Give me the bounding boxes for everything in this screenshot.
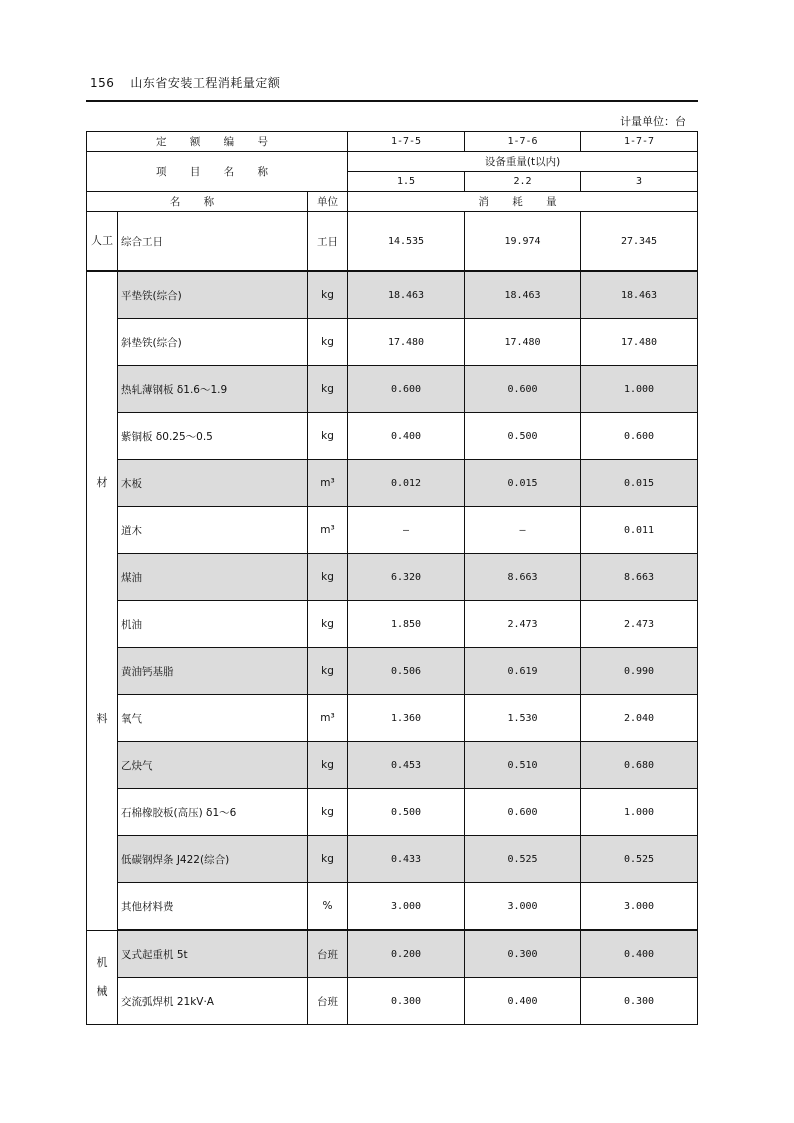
consumption-value: 8.663: [465, 554, 581, 601]
consumption-value: 1.000: [581, 789, 698, 836]
consumption-value: 8.663: [581, 554, 698, 601]
item-unit: kg: [308, 554, 348, 601]
consumption-value: 0.453: [348, 742, 465, 789]
consumption-value: 2.473: [465, 601, 581, 648]
item-unit: m³: [308, 460, 348, 507]
table-row: [87, 742, 698, 789]
item-name: 紫铜板 δ0.25～0.5: [118, 413, 308, 460]
consumption-value: 0.400: [581, 930, 698, 978]
category-material-bottom: 料: [96, 711, 108, 725]
col-unit-label: 单位: [308, 192, 348, 212]
table-row: [87, 978, 698, 1025]
consumption-value: 18.463: [465, 271, 581, 319]
item-unit: kg: [308, 319, 348, 366]
consumption-value: 0.600: [465, 366, 581, 413]
consumption-value: 0.015: [581, 460, 698, 507]
consumption-value: 0.525: [581, 836, 698, 883]
col-name-label: 名 称: [87, 192, 308, 212]
consumption-value: 0.300: [465, 930, 581, 978]
consumption-value: 0.433: [348, 836, 465, 883]
table-row: [87, 413, 698, 460]
item-unit: m³: [308, 507, 348, 554]
item-name: 机油: [118, 601, 308, 648]
consumption-value: 0.200: [348, 930, 465, 978]
table-row: [87, 883, 698, 931]
consumption-value: 0.510: [465, 742, 581, 789]
item-name: 石棉橡胶板(高压) δ1～6: [118, 789, 308, 836]
item-unit: kg: [308, 742, 348, 789]
consumption-value: 0.619: [465, 648, 581, 695]
table-row: [87, 319, 698, 366]
item-name: 综合工日: [118, 212, 308, 272]
item-name: 氧气: [118, 695, 308, 742]
consumption-value: —: [465, 507, 581, 554]
item-name: 煤油: [118, 554, 308, 601]
table-row: [87, 212, 698, 272]
quota-table: [86, 131, 698, 1025]
consumption-value: 1.850: [348, 601, 465, 648]
item-unit: kg: [308, 789, 348, 836]
item-unit: kg: [308, 648, 348, 695]
consumption-value: 14.535: [348, 212, 465, 272]
table-row: [87, 930, 698, 978]
consumption-value: 0.015: [465, 460, 581, 507]
param-value: 2.2: [465, 172, 581, 192]
page-number: 156: [90, 76, 115, 90]
param-label: 设备重量(t以内): [348, 152, 698, 172]
consumption-value: 3.000: [348, 883, 465, 931]
item-name: 叉式起重机 5t: [118, 930, 308, 978]
table-row: [87, 507, 698, 554]
item-name: 乙炔气: [118, 742, 308, 789]
book-title: 山东省安装工程消耗量定额: [130, 76, 281, 90]
category-machine-top: 机: [96, 955, 108, 969]
category-material-top: 材: [96, 476, 108, 490]
consumption-value: 17.480: [348, 319, 465, 366]
item-unit: kg: [308, 601, 348, 648]
table-row: [87, 460, 698, 507]
consumption-value: 19.974: [465, 212, 581, 272]
consumption-value: 6.320: [348, 554, 465, 601]
table-row: [87, 366, 698, 413]
quota-code: 1-7-5: [348, 132, 465, 152]
item-name: 热轧薄钢板 δ1.6～1.9: [118, 366, 308, 413]
table-row: [87, 601, 698, 648]
consumption-value: 2.473: [581, 601, 698, 648]
table-row: [87, 789, 698, 836]
consumption-value: 0.500: [465, 413, 581, 460]
consumption-value: 0.400: [348, 413, 465, 460]
quota-code: 1-7-7: [581, 132, 698, 152]
category-machine-bottom: 械: [96, 985, 108, 999]
consumption-value: 0.012: [348, 460, 465, 507]
table-row: [87, 836, 698, 883]
item-unit: 台班: [308, 930, 348, 978]
consumption-value: 0.680: [581, 742, 698, 789]
consumption-value: 0.011: [581, 507, 698, 554]
category-material: [87, 271, 118, 930]
category-machine: [87, 930, 118, 1025]
item-unit: kg: [308, 271, 348, 319]
consumption-value: 17.480: [465, 319, 581, 366]
page-header: [90, 74, 698, 98]
item-name: 交流弧焊机 21kV·A: [118, 978, 308, 1025]
param-value: 3: [581, 172, 698, 192]
item-name: 低碳钢焊条 J422(综合): [118, 836, 308, 883]
consumption-value: 0.500: [348, 789, 465, 836]
category-labor: 人工: [87, 212, 118, 272]
item-unit: kg: [308, 413, 348, 460]
item-name: 道木: [118, 507, 308, 554]
consumption-value: 3.000: [465, 883, 581, 931]
item-name-label: 项 目 名 称: [87, 152, 348, 192]
item-unit: %: [308, 883, 348, 931]
item-unit: 台班: [308, 978, 348, 1025]
table-row: [87, 554, 698, 601]
item-unit: kg: [308, 836, 348, 883]
table-row: [87, 271, 698, 319]
consumption-value: 0.300: [581, 978, 698, 1025]
item-name: 木板: [118, 460, 308, 507]
quota-code-label: 定 额 编 号: [87, 132, 348, 152]
consumption-value: 0.525: [465, 836, 581, 883]
consumption-value: 1.000: [581, 366, 698, 413]
table-row: [87, 648, 698, 695]
item-name: 其他材料费: [118, 883, 308, 931]
item-name: 斜垫铁(综合): [118, 319, 308, 366]
consumption-value: 0.506: [348, 648, 465, 695]
item-unit: m³: [308, 695, 348, 742]
consumption-value: 0.600: [465, 789, 581, 836]
unit-note: 计量单位：台: [620, 115, 686, 128]
consumption-value: 0.600: [581, 413, 698, 460]
consumption-value: 18.463: [348, 271, 465, 319]
consumption-value: 0.600: [348, 366, 465, 413]
header-divider: [86, 100, 698, 102]
consumption-value: 18.463: [581, 271, 698, 319]
consumption-value: 0.990: [581, 648, 698, 695]
param-value: 1.5: [348, 172, 465, 192]
consumption-value: —: [348, 507, 465, 554]
consumption-value: 2.040: [581, 695, 698, 742]
consumption-value: 1.530: [465, 695, 581, 742]
consumption-value: 3.000: [581, 883, 698, 931]
item-name: 平垫铁(综合): [118, 271, 308, 319]
item-name: 黄油钙基脂: [118, 648, 308, 695]
consumption-value: 27.345: [581, 212, 698, 272]
consumption-value: 17.480: [581, 319, 698, 366]
consumption-value: 0.300: [348, 978, 465, 1025]
consumption-value: 1.360: [348, 695, 465, 742]
col-consumption-label: 消 耗 量: [348, 192, 698, 212]
consumption-value: 0.400: [465, 978, 581, 1025]
item-unit: 工日: [308, 212, 348, 272]
item-unit: kg: [308, 366, 348, 413]
quota-code: 1-7-6: [465, 132, 581, 152]
table-row: [87, 695, 698, 742]
